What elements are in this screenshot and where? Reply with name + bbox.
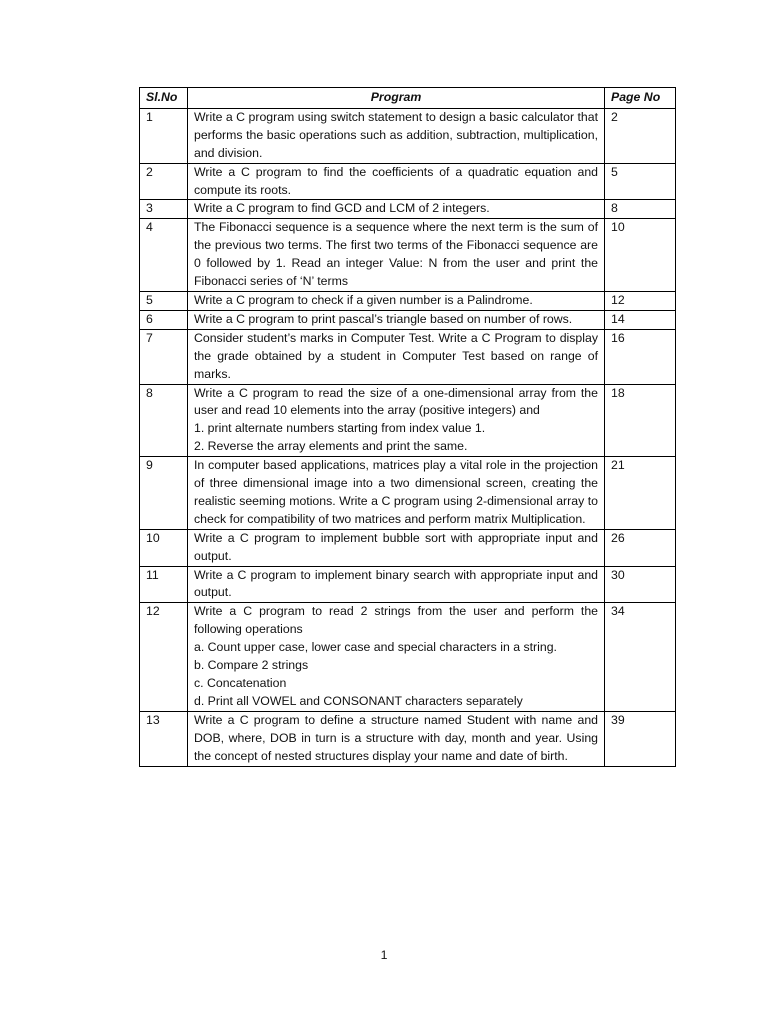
row-program-description: [188, 603, 605, 711]
row-sl-no: 10: [140, 529, 188, 566]
row-program-description: [188, 219, 605, 292]
row-page-no: 8: [605, 200, 676, 219]
row-page-no: 2: [605, 108, 676, 163]
program-text: In computer based applications, matrices play a vital role in the projection of three dimensional image into a two dimensional screen, creating the realistic seeming motions. Write a C program using 2-dimensional array to check for compatibility of two matrices and perform matrix Multiplication.: [194, 458, 598, 526]
row-program-description: [188, 329, 605, 384]
program-subitem: c. Concatenation: [194, 676, 287, 690]
program-index-table: [139, 87, 676, 767]
table-row: [140, 291, 676, 310]
program-text: Write a C program to print pascal’s triangle based on number of rows.: [194, 311, 573, 326]
table-row: [140, 529, 676, 566]
header-page-no: Page No: [605, 88, 676, 109]
row-page-no: 18: [605, 384, 676, 457]
page-number: 1: [380, 948, 388, 962]
program-subitem: b. Compare 2 strings: [194, 658, 309, 673]
row-sl-no: 13: [140, 711, 188, 766]
row-page-no: 12: [605, 291, 676, 310]
row-page-no: 10: [605, 219, 676, 292]
row-page-no: 21: [605, 457, 676, 530]
table-row: [140, 566, 676, 603]
table-header-row: [140, 88, 676, 109]
row-page-no: 30: [605, 566, 676, 603]
program-text: Write a C program to read 2 strings from the user and perform the following operations: [194, 604, 598, 637]
row-program-description: [188, 200, 605, 219]
table-body: [140, 108, 676, 766]
program-subitem: d. Print all VOWEL and CONSONANT characters separately: [194, 693, 523, 708]
row-program-description: [188, 163, 605, 200]
program-text: Write a C program to find GCD and LCM of 2 integers.: [194, 201, 490, 216]
row-sl-no: 8: [140, 384, 188, 457]
row-sl-no: 9: [140, 457, 188, 530]
row-page-no: 39: [605, 711, 676, 766]
header-program: Program: [188, 88, 605, 109]
program-subitem: a. Count upper case, lower case and special characters in a string.: [194, 640, 557, 655]
program-text: Write a C program to check if a given number is a Palindrome.: [194, 292, 533, 307]
table-row: [140, 329, 676, 384]
table-row: [140, 711, 676, 766]
row-sl-no: 6: [140, 310, 188, 329]
row-sl-no: 12: [140, 603, 188, 711]
row-sl-no: 5: [140, 291, 188, 310]
row-page-no: 26: [605, 529, 676, 566]
row-program-description: [188, 711, 605, 766]
program-text: Write a C program to implement binary search with appropriate input and output.: [194, 567, 598, 600]
row-page-no: 5: [605, 163, 676, 200]
table-row: [140, 108, 676, 163]
row-sl-no: 2: [140, 163, 188, 200]
row-program-description: [188, 291, 605, 310]
row-program-description: [188, 457, 605, 530]
table-row: [140, 384, 676, 457]
row-page-no: 14: [605, 310, 676, 329]
row-sl-no: 4: [140, 219, 188, 292]
program-text: Write a C program to define a structure named Student with name and DOB, where, DOB in turn is a structure with day, month and year. Using the concept of nested structures display your name and date of birth.: [194, 712, 598, 763]
row-program-description: [188, 384, 605, 457]
row-page-no: 34: [605, 603, 676, 711]
table-row: [140, 163, 676, 200]
table-row: [140, 310, 676, 329]
row-sl-no: 1: [140, 108, 188, 163]
row-sl-no: 7: [140, 329, 188, 384]
row-program-description: [188, 566, 605, 603]
row-sl-no: 3: [140, 200, 188, 219]
header-sl-no: Sl.No: [140, 88, 188, 109]
row-page-no: 16: [605, 329, 676, 384]
row-program-description: [188, 108, 605, 163]
row-program-description: [188, 310, 605, 329]
program-text: The Fibonacci sequence is a sequence where the next term is the sum of the previous two terms. The first two terms of the Fibonacci sequence are 0 followed by 1. Read an integer Value: N from the user and print the Fibonacci series of ‘N’ terms: [194, 220, 598, 289]
program-text: Write a C program using switch statement to design a basic calculator that performs the basic operations such as addition, subtraction, multiplication, and division.: [194, 109, 598, 160]
program-subitem: 1. print alternate numbers starting from index value 1.: [194, 421, 486, 436]
row-sl-no: 11: [140, 566, 188, 603]
row-program-description: [188, 529, 605, 566]
program-text: Write a C program to find the coefficients of a quadratic equation and compute its roots.: [194, 164, 598, 197]
program-text: Write a C program to read the size of a one-dimensional array from the user and read 10 elements into the array (positive integers) and: [194, 385, 598, 418]
program-text: Consider student’s marks in Computer Test. Write a C Program to display the grade obtained by a student in Computer Test based on range of marks.: [194, 330, 598, 381]
table-row: [140, 457, 676, 530]
program-text: Write a C program to implement bubble sort with appropriate input and output.: [194, 530, 598, 563]
table-row: [140, 200, 676, 219]
table-row: [140, 219, 676, 292]
program-subitem: 2. Reverse the array elements and print the same.: [194, 439, 468, 454]
table-row: [140, 603, 676, 711]
